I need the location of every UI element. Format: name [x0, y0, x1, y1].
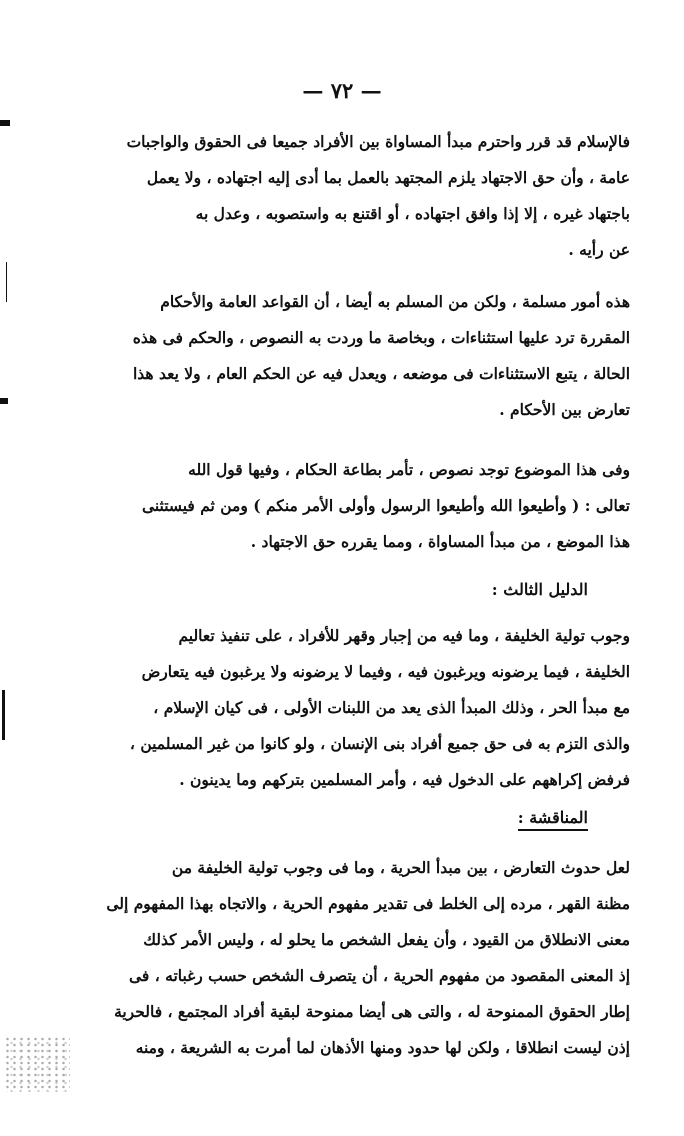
text-line: تعالى : ( وأطيعوا الله وأطيعوا الرسول وأولى الأمر منكم ) ومن ثم فيستثنى — [141, 496, 630, 515]
text-line: إذ المعنى المقصود من مفهوم الحرية ، أن يتصرف الشخص حسب رغباته ، فى — [129, 966, 630, 985]
text-line: والذى التزم به فى حق جميع أفراد بنى الإنسان ، ولو كانوا من غير المسلمين ، — [129, 734, 630, 753]
section-heading-discussion: المناقشة : — [518, 808, 588, 831]
text-line: وجوب تولية الخليفة ، وما فيه من إجبار وقهر للأفراد ، على تنفيذ تعاليم — [178, 626, 630, 645]
text-line: مع مبدأ الحر ، وذلك المبدأ الذى يعد من اللبنات الأولى ، فى كيان الإسلام ، — [153, 698, 630, 717]
text-line: فالإسلام قد قرر واحترم مبدأ المساواة بين الأفراد جميعا فى الحقوق والواجبات — [126, 132, 630, 151]
text-line: وفى هذا الموضوع توجد نصوص ، تأمر بطاعة الحكام ، وفيها قول الله — [188, 460, 630, 479]
paragraph-5 — [96, 850, 630, 1066]
text-line: هذه أمور مسلمة ، ولكن من المسلم به أيضا ، أن القواعد العامة والأحكام — [160, 292, 630, 311]
page-number: — ٧٢ — — [302, 78, 382, 103]
paragraph-2 — [96, 284, 630, 428]
text-line: المقررة ترد عليها استثناءات ، وبخاصة ما وردت به النصوص ، والحكم فى هذه — [132, 328, 630, 347]
text-line: باجتهاد غيره ، إلا إذا وافق اجتهاده ، أو اقتنع به واستصوبه ، وعدل به — [195, 204, 630, 223]
scan-speckle — [4, 1036, 70, 1092]
paragraph-4 — [96, 618, 630, 798]
text-line: لعل حدوث التعارض ، بين مبدأ الحرية ، وما فى وجوب تولية الخليفة من — [171, 858, 630, 877]
text-line: عن رأيه . — [568, 240, 630, 259]
section-heading-third-evidence: الدليل الثالث : — [491, 580, 588, 599]
text-line: هذا الموضع ، من مبدأ المساواة ، ومما يقرره حق الاجتهاد . — [250, 532, 630, 551]
paragraph-3 — [96, 452, 630, 560]
text-line: الحالة ، يتبع الاستثناءات فى موضعه ، ويعدل فيه عن الحكم العام ، ولا يعد هذا — [132, 364, 630, 383]
scan-edge-mark — [6, 262, 7, 302]
text-line: الخليفة ، فيما يرضونه ويرغبون فيه ، وفيما لا يرضونه ولا يرغبون فيه يتعارض — [141, 662, 630, 681]
text-line: تعارض بين الأحكام . — [499, 400, 630, 419]
text-line: مظنة القهر ، مرده إلى الخلط فى تقدير مفهوم الحرية ، والاتجاه بهذا المفهوم إلى — [106, 894, 630, 913]
text-line: معنى الانطلاق من القيود ، وأن يفعل الشخص ما يحلو له ، وليس الأمر كذلك — [143, 930, 630, 949]
text-line: إذن ليست انطلاقا ، ولكن لها حدود ومنها الأذهان لما أمرت به الشريعة ، ومنه — [135, 1038, 630, 1057]
text-line: إطار الحقوق الممنوحة له ، والتى هى أيضا ممنوحة لبقية أفراد المجتمع ، فالحرية — [114, 1002, 630, 1021]
scan-edge-mark — [0, 398, 8, 404]
text-line: فرفض إكراههم على الدخول فيه ، وأمر المسلمين بتركهم وما يدينون . — [179, 770, 630, 789]
scan-edge-mark — [0, 120, 10, 126]
text-line: عامة ، وأن حق الاجتهاد يلزم المجتهد بالعمل بما أدى إليه اجتهاده ، ولا يعمل — [146, 168, 630, 187]
paragraph-1 — [96, 124, 630, 268]
scan-edge-mark — [2, 690, 5, 740]
